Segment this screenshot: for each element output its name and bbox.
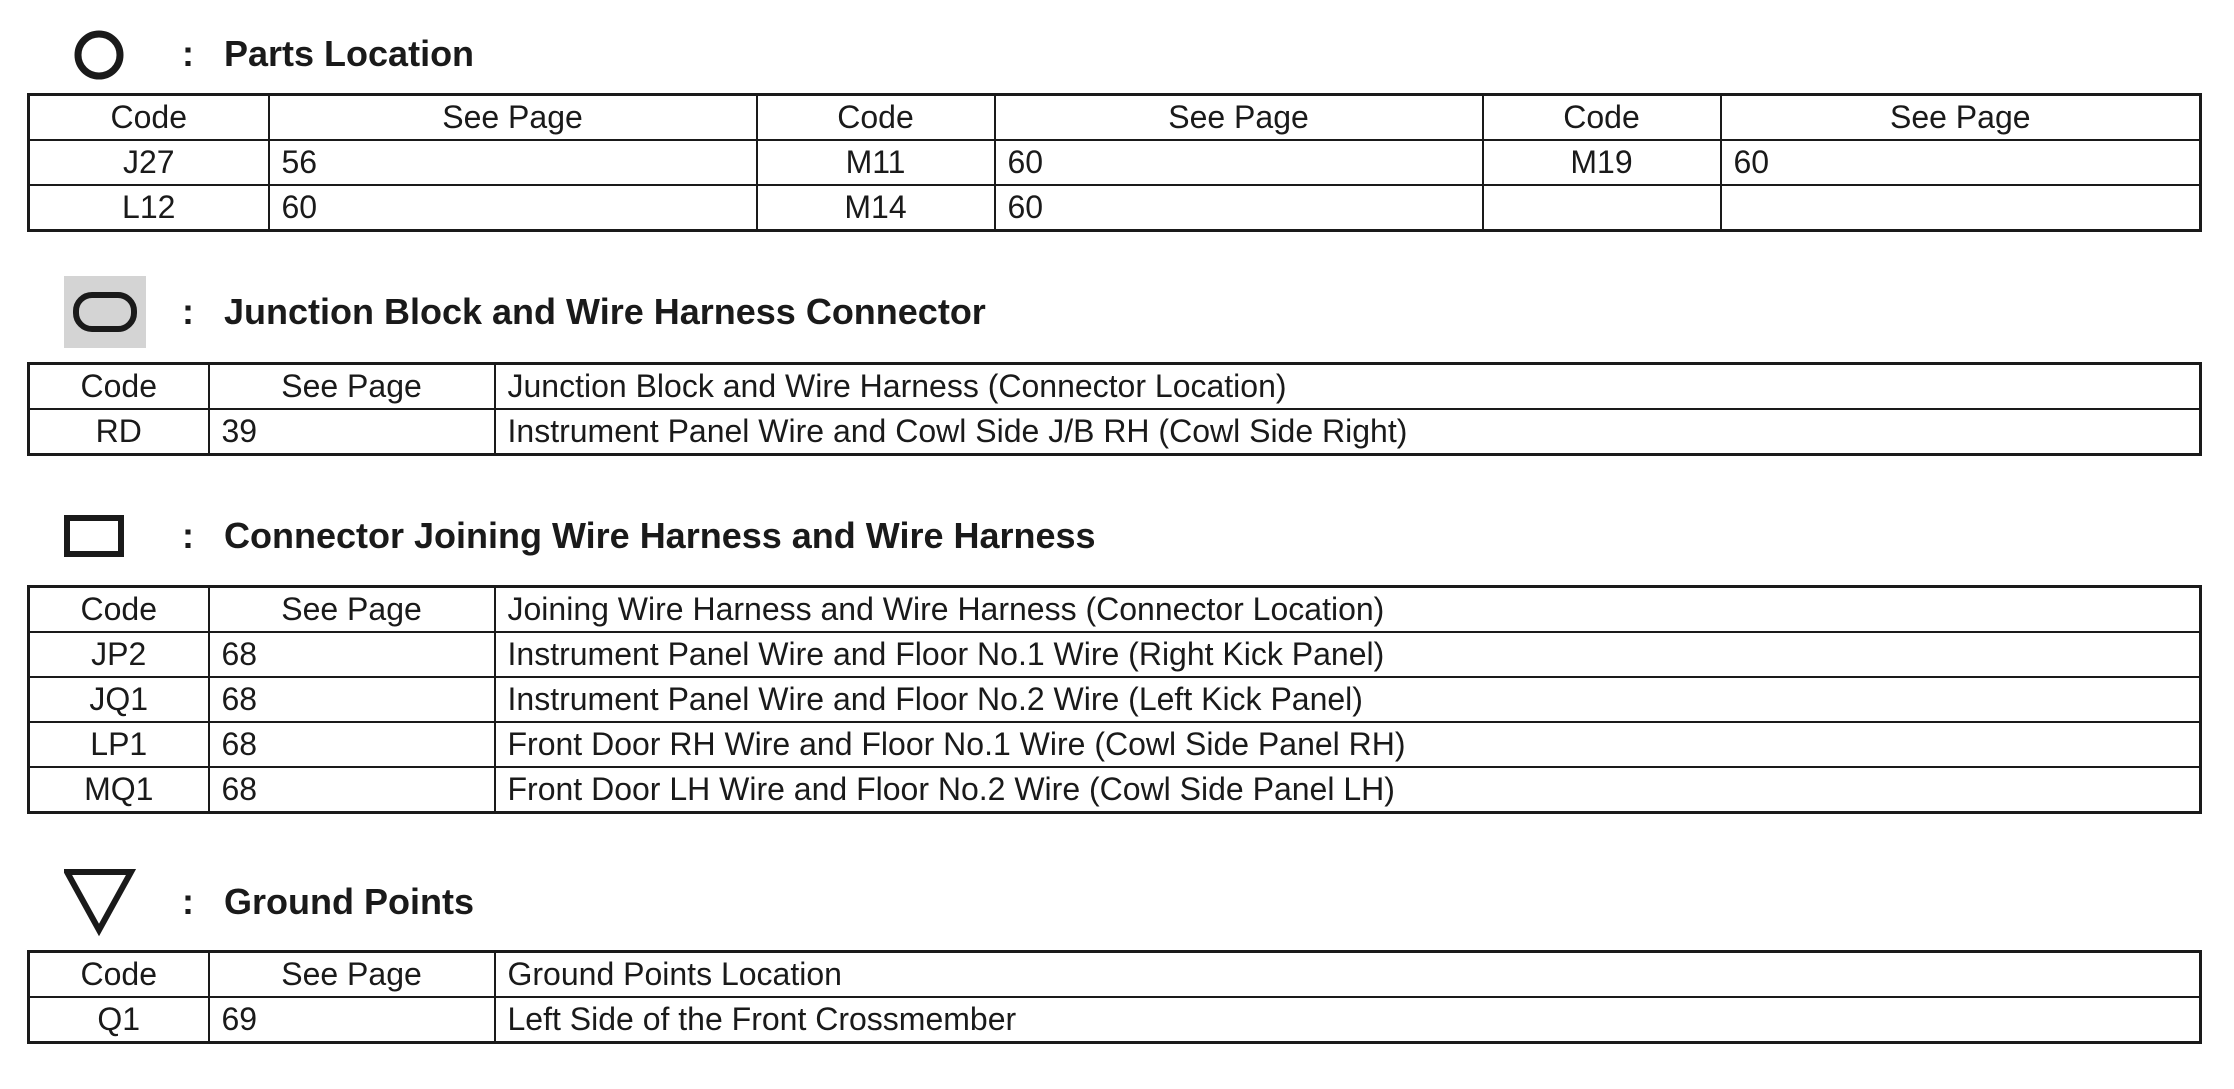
page-cell: 60 <box>995 185 1483 231</box>
table-row <box>29 409 2201 455</box>
code-cell: JQ1 <box>29 677 209 722</box>
connector-joining-table <box>27 585 2202 814</box>
page-cell: 60 <box>995 140 1483 185</box>
triangle-down-icon <box>64 862 154 942</box>
location-cell: Left Side of the Front Crossmember <box>495 997 2201 1043</box>
page-cell: 68 <box>209 632 495 677</box>
ground-points-title: Ground Points <box>224 881 474 922</box>
column-header-code: Code <box>757 95 995 141</box>
column-header-location: Joining Wire Harness and Wire Harness (Connector Location) <box>495 587 2201 633</box>
column-header-see-page: See Page <box>1721 95 2201 141</box>
table-header-row <box>29 952 2201 998</box>
column-header-see-page: See Page <box>209 587 495 633</box>
page-cell: 60 <box>269 185 757 231</box>
table-row <box>29 140 2201 185</box>
code-cell: LP1 <box>29 722 209 767</box>
column-header-see-page: See Page <box>209 364 495 410</box>
ground-points-header <box>0 862 2234 942</box>
table-row <box>29 677 2201 722</box>
parts-location-header <box>0 14 2234 94</box>
connector-joining-title: Connector Joining Wire Harness and Wire Harness <box>224 515 1096 556</box>
code-cell: M19 <box>1483 140 1721 185</box>
code-cell: MQ1 <box>29 767 209 813</box>
code-cell: RD <box>29 409 209 455</box>
code-cell: JP2 <box>29 632 209 677</box>
table-row <box>29 632 2201 677</box>
table-row <box>29 722 2201 767</box>
junction-block-title: Junction Block and Wire Harness Connector <box>224 291 986 332</box>
rounded-rectangle-icon <box>64 272 154 352</box>
page-cell: 60 <box>1721 140 2201 185</box>
ground-points-table <box>27 950 2202 1044</box>
table-row <box>29 185 2201 231</box>
code-cell <box>1483 185 1721 231</box>
junction-block-header <box>0 272 2234 352</box>
column-header-code: Code <box>1483 95 1721 141</box>
location-cell: Instrument Panel Wire and Cowl Side J/B RH (Cowl Side Right) <box>495 409 2201 455</box>
location-cell: Front Door RH Wire and Floor No.1 Wire (Cowl Side Panel RH) <box>495 722 2201 767</box>
code-cell: Q1 <box>29 997 209 1043</box>
ground-points-colon: : <box>182 881 194 922</box>
circle-icon <box>64 14 154 94</box>
table-row <box>29 997 2201 1043</box>
rectangle-icon <box>64 496 154 576</box>
page-cell: 69 <box>209 997 495 1043</box>
column-header-location: Junction Block and Wire Harness (Connector Location) <box>495 364 2201 410</box>
page-cell <box>1721 185 2201 231</box>
location-cell: Front Door LH Wire and Floor No.2 Wire (Cowl Side Panel LH) <box>495 767 2201 813</box>
column-header-location: Ground Points Location <box>495 952 2201 998</box>
location-cell: Instrument Panel Wire and Floor No.2 Wire (Left Kick Panel) <box>495 677 2201 722</box>
connector-joining-header <box>0 496 2234 576</box>
table-header-row <box>29 587 2201 633</box>
page-cell: 68 <box>209 767 495 813</box>
table-row <box>29 767 2201 813</box>
connector-joining-colon: : <box>182 515 194 556</box>
parts-location-title: Parts Location <box>224 33 475 74</box>
column-header-code: Code <box>29 952 209 998</box>
page-cell: 68 <box>209 677 495 722</box>
table-header-row <box>29 364 2201 410</box>
column-header-see-page: See Page <box>995 95 1483 141</box>
code-cell: J27 <box>29 140 269 185</box>
parts-location-table <box>27 93 2202 232</box>
parts-location-colon: : <box>182 33 194 74</box>
code-cell: L12 <box>29 185 269 231</box>
column-header-see-page: See Page <box>269 95 757 141</box>
column-header-code: Code <box>29 587 209 633</box>
junction-block-colon: : <box>182 291 194 332</box>
location-cell: Instrument Panel Wire and Floor No.1 Wire (Right Kick Panel) <box>495 632 2201 677</box>
column-header-code: Code <box>29 95 269 141</box>
column-header-code: Code <box>29 364 209 410</box>
page-cell: 39 <box>209 409 495 455</box>
page-cell: 56 <box>269 140 757 185</box>
code-cell: M14 <box>757 185 995 231</box>
page-cell: 68 <box>209 722 495 767</box>
column-header-see-page: See Page <box>209 952 495 998</box>
table-header-row <box>29 95 2201 141</box>
code-cell: M11 <box>757 140 995 185</box>
junction-block-table <box>27 362 2202 456</box>
